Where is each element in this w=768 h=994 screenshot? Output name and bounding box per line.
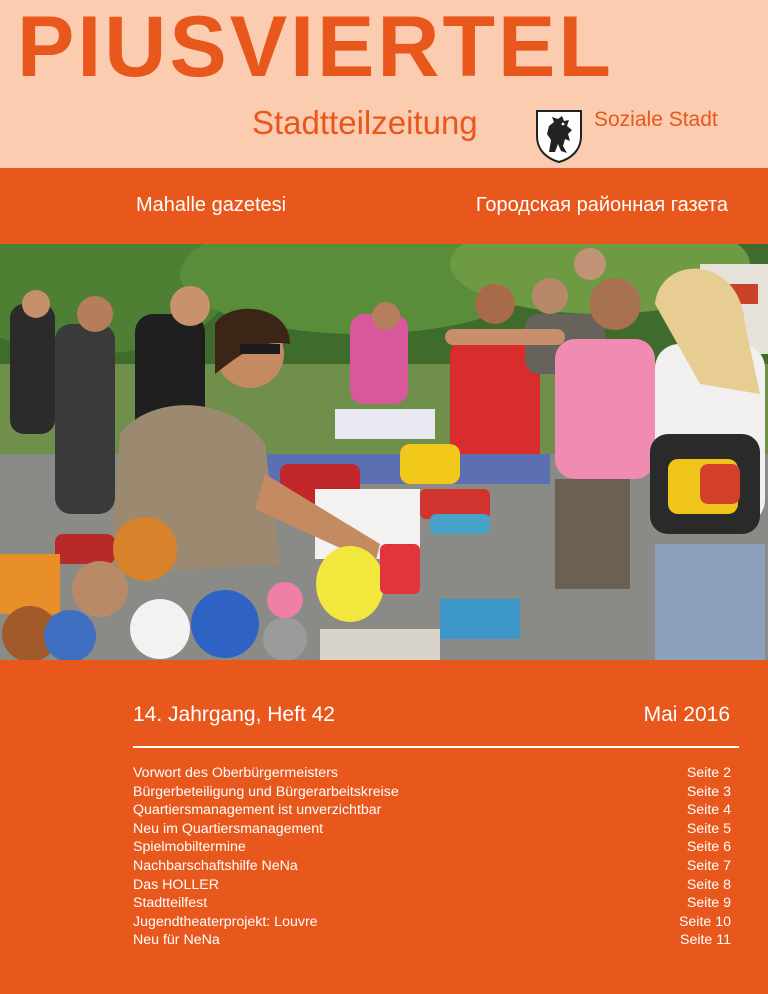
toc-page: Seite 2 <box>686 765 731 781</box>
toc-item[interactable] <box>133 801 731 820</box>
toc-page: Seite 5 <box>686 820 731 837</box>
russian-tagline: Городская районная газета <box>475 194 728 216</box>
toc-title: Vorwort des Oberbürgermeisters <box>133 765 339 781</box>
toc-item[interactable] <box>133 876 731 895</box>
toc-item[interactable] <box>133 913 731 932</box>
table-of-contents <box>133 764 731 950</box>
toc-item[interactable] <box>133 820 731 839</box>
toc-page: Seite 10 <box>678 913 731 930</box>
toc-title: Spielmobiltermine <box>133 839 246 856</box>
toc-item[interactable] <box>133 783 731 802</box>
toc-page: Seite 4 <box>686 802 731 819</box>
social-city-label: Soziale Stadt <box>594 108 718 131</box>
toc-title: Neu im Quartiersmanagement <box>133 820 324 837</box>
turkish-tagline: Mahalle gazetesi <box>136 194 287 216</box>
toc-page: Seite 7 <box>686 857 731 874</box>
toc-item[interactable] <box>133 857 731 876</box>
flea-market-photo <box>0 244 768 660</box>
masthead-title: PIUSVIERTEL <box>17 0 614 95</box>
toc-title: Bürgerbeteiligung und Bürgerarbeitskreise <box>133 783 399 800</box>
issue-volume: 14. Jahrgang, Heft 42 <box>133 703 335 726</box>
toc-item[interactable] <box>133 894 731 913</box>
toc-title: Das HOLLER <box>133 876 219 893</box>
city-crest-icon <box>534 108 584 164</box>
toc-title: Nachbarschaftshilfe NeNa <box>133 857 298 874</box>
toc-item[interactable] <box>133 931 731 950</box>
toc-title: Stadtteilfest <box>133 895 208 912</box>
toc-page: Seite 11 <box>679 932 731 949</box>
newspaper-subtitle: Stadtteilzeitung <box>252 104 478 141</box>
toc-item[interactable] <box>133 764 731 783</box>
toc-title: Neu für NeNa <box>133 932 220 949</box>
issue-date: Mai 2016 <box>643 703 730 726</box>
toc-title: Quartiersmanagement ist unverzichtbar <box>133 802 382 819</box>
toc-page: Seite 8 <box>686 876 731 893</box>
toc-page: Seite 6 <box>686 839 731 856</box>
toc-item[interactable] <box>133 838 731 857</box>
divider-line <box>133 746 739 748</box>
toc-page: Seite 9 <box>686 895 731 912</box>
toc-page: Seite 3 <box>686 783 731 800</box>
toc-title: Jugendtheaterprojekt: Louvre <box>133 913 318 930</box>
